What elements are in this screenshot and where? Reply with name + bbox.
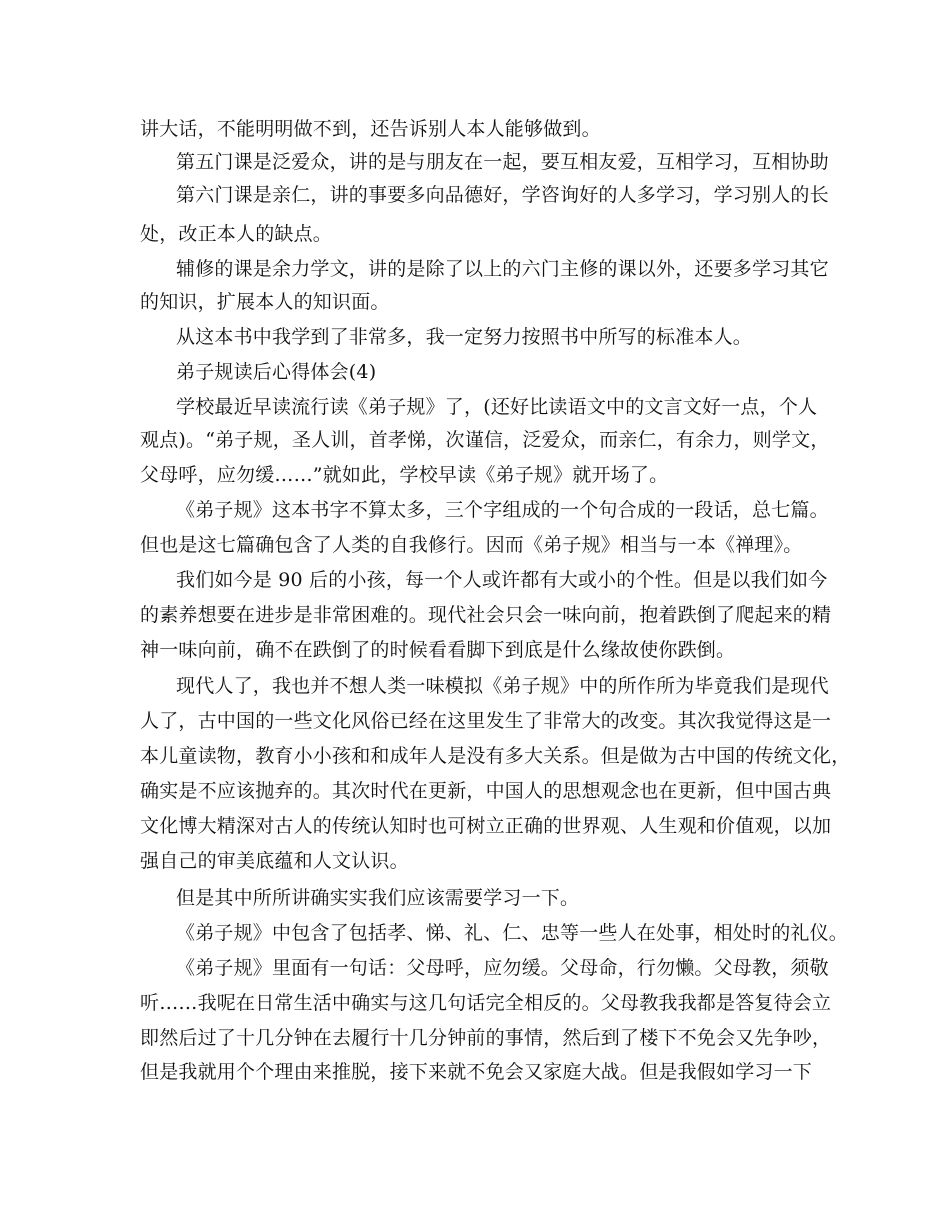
text-line: 观点)。“弟子规，圣人训，首孝悌，次谨信，泛爱众，而亲仁，有余力，则学文，	[140, 429, 830, 451]
text-line: 学校最近早读流行读《弟子规》了，(还好比读语文中的文言文好一点，个人	[176, 396, 818, 418]
section-heading: 弟子规读后心得体会(4)	[176, 361, 377, 383]
text-line: 现代人了，我也并不想人类一味模拟《弟子规》中的所作所为毕竟我们是现代	[176, 675, 829, 697]
text-line: 辅修的课是余力学文，讲的是除了以上的六门主修的课以外，还要多学习其它	[176, 258, 829, 280]
text-line: 第六门课是亲仁，讲的事要多向品德好，学咨询好的人多学习，学习别人的长	[176, 184, 829, 206]
text-line: 《弟子规》这本书字不算太多，三个字组成的一个句合成的一段话，总七篇。	[176, 499, 829, 521]
text-line: 即然后过了十几分钟在去履行十几分钟前的事情，然后到了楼下不免会又先争吵，	[140, 1027, 832, 1049]
text-line: 确实是不应该抛弃的。其次时代在更新，中国人的思想观念也在更新，但中国古典	[140, 780, 832, 802]
text-line: 但是我就用个个理由来推脱，接下来就不免会又家庭大战。但是我假如学习一下	[140, 1061, 813, 1083]
text-line: 第五门课是泛爱众，讲的是与朋友在一起，要互相友爱，互相学习，互相协助	[176, 151, 829, 173]
text-line: 我们如今是 90 后的小孩，每一个人或许都有大或小的个性。但是以我们如今	[176, 569, 828, 591]
text-line: 文化博大精深对古人的传统认知时也可树立正确的世界观、人生观和价值观，以加	[140, 815, 832, 837]
text-line: 的素养想要在进步是非常困难的。现代社会只会一味向前，抱着跌倒了爬起来的精	[140, 604, 832, 626]
text-line: 《弟子规》中包含了包括孝、悌、礼、仁、忠等一些人在处事，相处时的礼仪。	[176, 922, 849, 944]
text-line: 处，改正本人的缺点。	[140, 223, 333, 245]
text-line: 父母呼，应勿缓……”就如此，学校早读《弟子规》就开场了。	[140, 464, 669, 486]
text-line: 的知识，扩展本人的知识面。	[140, 291, 390, 313]
text-line: 本儿童读物，教育小小孩和和成年人是没有多大关系。但是做为古中国的传统文化，	[140, 745, 851, 767]
text-line: 讲大话，不能明明做不到，还告诉别人本人能够做到。	[140, 118, 601, 140]
text-line: 强自己的审美底蕴和人文认识。	[140, 850, 409, 872]
text-line: 从这本书中我学到了非常多，我一定努力按照书中所写的标准本人。	[176, 326, 753, 348]
text-line: 听……我呢在日常生活中确实与这几句话完全相反的。父母教我我都是答复待会立	[140, 992, 832, 1014]
text-line: 神一味向前，确不在跌倒了的时候看看脚下到底是什么缘故使你跌倒。	[140, 639, 736, 661]
text-line: 《弟子规》里面有一句话：父母呼，应勿缓。父母命，行勿懒。父母教，须敬	[176, 957, 829, 979]
text-line: 但是其中所所讲确实实我们应该需要学习一下。	[176, 887, 580, 909]
text-line: 但也是这七篇确包含了人类的自我修行。因而《弟子规》相当与一本《禅理》。	[140, 534, 803, 556]
text-line: 人了，古中国的一些文化风俗已经在这里发生了非常大的改变。其次我觉得这是一	[140, 710, 832, 732]
